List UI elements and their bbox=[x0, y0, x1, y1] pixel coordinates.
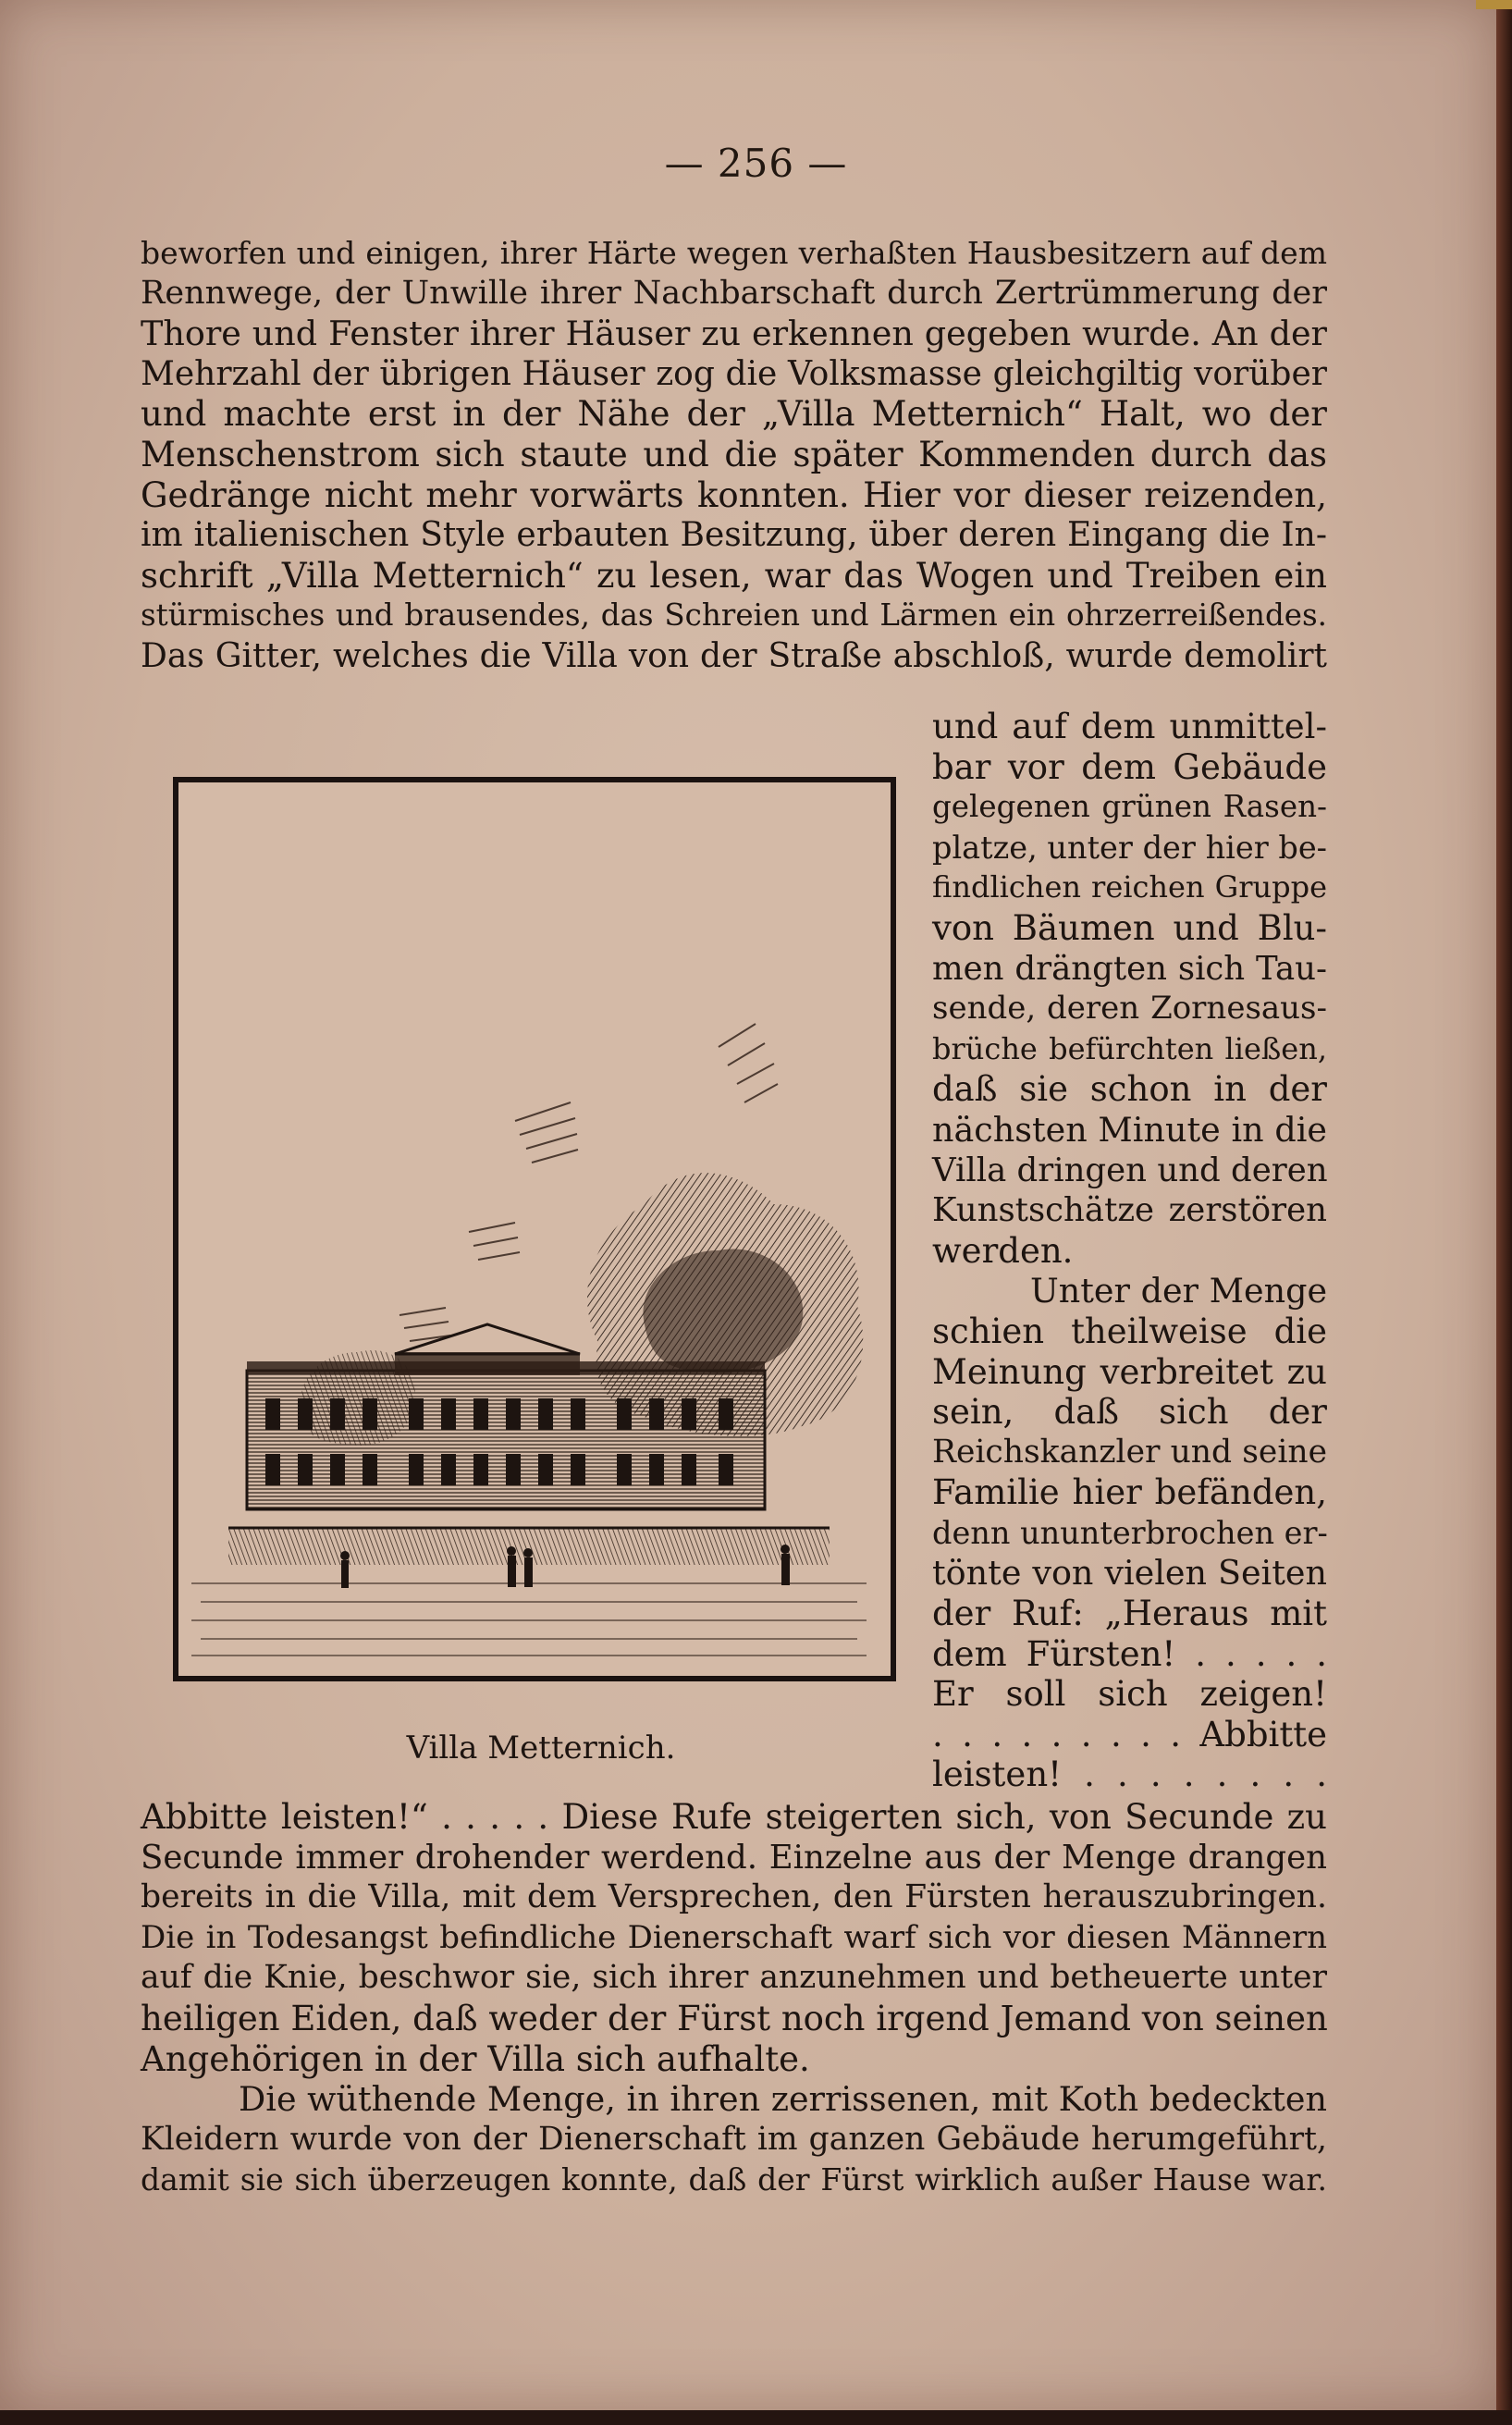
text-line: Villa dringen und deren bbox=[932, 1151, 1328, 1189]
text-line: im italienischen Style erbauten Besitzung, über deren Eingang die In- bbox=[141, 516, 1327, 555]
text-line: men drängten sich Tau- bbox=[932, 949, 1327, 988]
spine-gold-edge bbox=[1476, 0, 1512, 9]
text-line: Mehrzahl der übrigen Häuser zog die Volksmasse gleichgiltig vorüber bbox=[141, 354, 1327, 393]
text-line: sende, deren Zornesaus- bbox=[932, 990, 1327, 1028]
villa-engraving-image bbox=[164, 769, 900, 1685]
text-line: Thore und Fenster ihrer Häuser zu erkennen gegeben wurde. An der bbox=[141, 314, 1327, 354]
text-line: sein, daß sich der bbox=[932, 1392, 1327, 1433]
page-bottom-edge bbox=[0, 2410, 1512, 2425]
text-line: Meinung verbreitet zu bbox=[932, 1351, 1327, 1392]
text-line: dem Fürsten! . . . . . bbox=[932, 1633, 1327, 1674]
text-line: Gedränge nicht mehr vorwärts konnten. Hier vor dieser reizenden, bbox=[141, 474, 1327, 515]
text-line: heiligen Eiden, daß weder der Fürst noch irgend Jemand von seinen bbox=[141, 1998, 1328, 2038]
text-line: damit sie sich überzeugen konnte, daß der Fürst wirklich außer Hause war. bbox=[141, 2161, 1327, 2198]
text-line: Familie hier befänden, bbox=[932, 1472, 1327, 1513]
text-line: bar vor dem Gebäude bbox=[932, 746, 1327, 787]
text-line: und auf dem unmittel- bbox=[932, 707, 1327, 746]
text-line: daß sie schon in der bbox=[932, 1069, 1327, 1110]
text-line: Abbitte leisten!“ . . . . . Diese Rufe steigerten sich, von Secunde zu bbox=[141, 1797, 1327, 1837]
text-line: und machte erst in der Nähe der „Villa Metternich“ Halt, wo der bbox=[141, 394, 1327, 435]
book-spine bbox=[1496, 0, 1512, 2425]
text-line: beworfen und einigen, ihrer Härte wegen verhaßten Hausbesitzern auf dem bbox=[141, 235, 1327, 271]
text-line: gelegenen grünen Rasen- bbox=[932, 789, 1327, 825]
text-line: Menschenstrom sich staute und die später Kommenden durch das bbox=[141, 434, 1327, 474]
text-line: stürmisches und brausendes, das Schreien und Lärmen ein ohrzerreißendes. bbox=[141, 597, 1327, 634]
text-line: schrift „Villa Metternich“ zu lesen, war das Wogen und Treiben ein bbox=[141, 555, 1327, 596]
text-line: Die wüthende Menge, in ihren zerrissenen, mit Koth bedeckten bbox=[239, 2079, 1327, 2120]
paragraph-side bbox=[932, 707, 1327, 1795]
text-line: Rennwege, der Unwille ihrer Nachbarschaft durch Zertrümmerung der bbox=[141, 274, 1327, 312]
text-line: brüche befürchten ließen, bbox=[932, 1030, 1327, 1066]
text-line: Angehörigen in der Villa sich aufhalte. bbox=[141, 2038, 810, 2079]
text-line: von Bäumen und Blu- bbox=[932, 907, 1327, 948]
text-line: tönte von vielen Seiten bbox=[932, 1553, 1327, 1594]
text-line: Unter der Menge bbox=[1030, 1271, 1328, 1311]
text-line: bereits in die Villa, mit dem Versprechen, den Fürsten herauszubringen. bbox=[141, 1878, 1327, 1916]
text-line: Kleidern wurde von der Dienerschaft im ganzen Gebäude herumgeführt, bbox=[141, 2120, 1327, 2158]
paragraph-bottom bbox=[141, 1797, 1327, 2200]
text-line: denn ununterbrochen er- bbox=[932, 1514, 1328, 1551]
text-line: Er soll sich zeigen! bbox=[932, 1674, 1327, 1715]
text-line: der Ruf: „Heraus mit bbox=[932, 1594, 1327, 1634]
page-number: — 256 — bbox=[664, 141, 848, 186]
text-line: Die in Todesangst befindliche Dienerschaft warf sich vor diesen Männern bbox=[141, 1918, 1327, 1956]
text-line: schien theilweise die bbox=[932, 1311, 1327, 1351]
text-line: Das Gitter, welches die Villa von der Straße abschloß, wurde demolirt bbox=[141, 636, 1327, 675]
villa-illustration bbox=[164, 769, 900, 1685]
text-line: Secunde immer drohender werdend. Einzelne aus der Menge drangen bbox=[141, 1838, 1327, 1877]
text-line: werden. bbox=[932, 1230, 1074, 1271]
text-line: . . . . . . . . . Abbitte bbox=[932, 1714, 1327, 1754]
text-line: Kunstschätze zerstören bbox=[932, 1191, 1327, 1230]
paragraph-top bbox=[141, 233, 1327, 677]
text-line: leisten! . . . . . . . . bbox=[932, 1754, 1327, 1795]
text-line: Reichskanzler und seine bbox=[932, 1433, 1327, 1471]
figure-caption: Villa Metternich. bbox=[406, 1730, 676, 1766]
text-line: platze, unter der hier be- bbox=[932, 829, 1327, 866]
text-line: auf die Knie, beschwor sie, sich ihrer anzunehmen und betheuerte unter bbox=[141, 1959, 1327, 1997]
text-line: nächsten Minute in die bbox=[932, 1109, 1327, 1150]
text-line: findlichen reichen Gruppe bbox=[932, 869, 1327, 905]
